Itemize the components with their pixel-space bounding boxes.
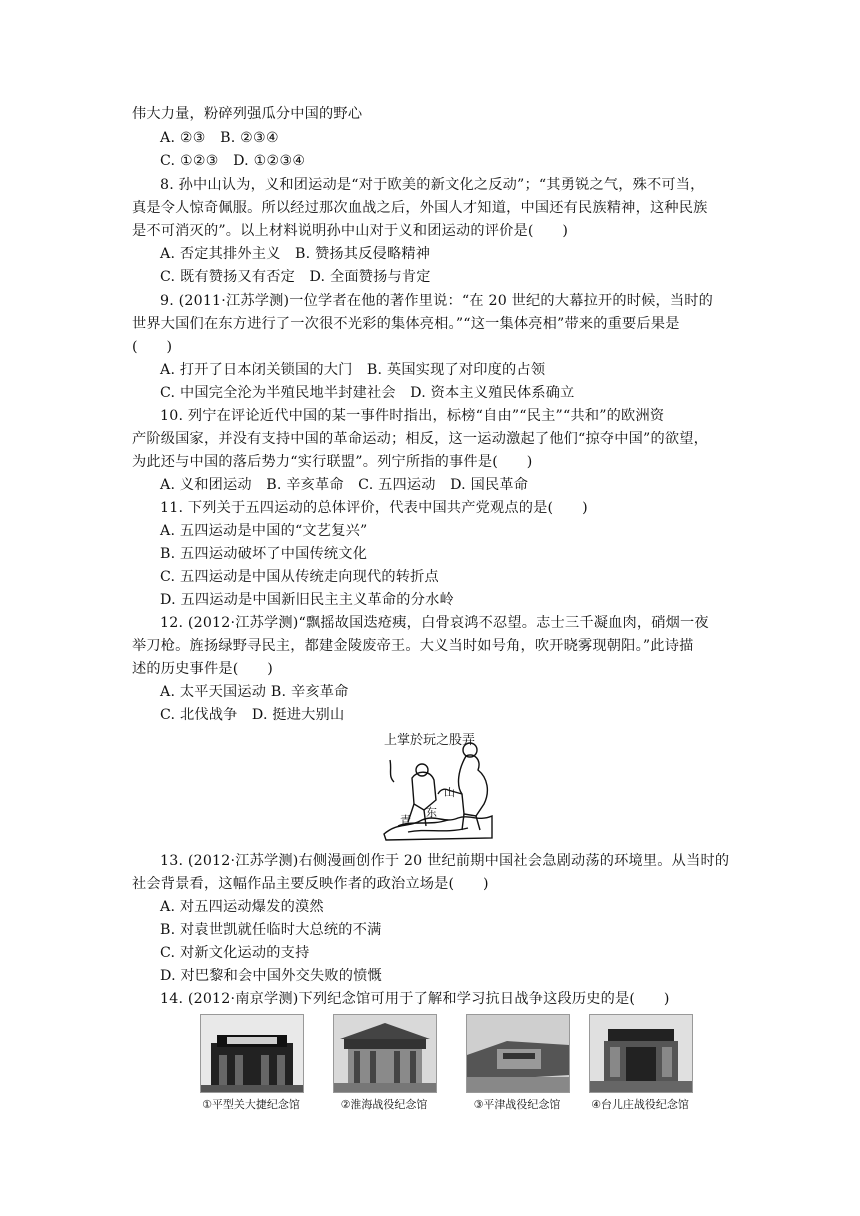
answer-option: C. 五四运动是中国从传统走向现代的转折点 <box>160 569 439 585</box>
cartoon-map-label: 东 <box>426 806 437 819</box>
answer-options: A. 义和团运动 B. 辛亥革命 C. 五四运动 D. 国民革命 <box>160 477 529 493</box>
cartoon-title-text: 上掌於玩之股弄 <box>384 733 476 748</box>
answer-options: C. ①②③ D. ①②③④ <box>160 153 306 169</box>
memorial-photo-3 <box>466 1014 570 1093</box>
answer-options: A. 否定其排外主义 B. 赞扬其反侵略精神 <box>160 246 431 262</box>
question-9: 9. (2011·江苏学测)一位学者在他的著作里说：“在 20 世纪的大幕拉开的时候，当时的 <box>160 293 714 309</box>
question-10: 10. 列宁在评论近代中国的某一事件时指出，标榜“自由”“民主”“共和”的欧洲资 <box>160 408 665 424</box>
photo-caption: ②淮海战役纪念馆 <box>340 1098 428 1111</box>
answer-option: D. 五四运动是中国新旧民主主义革命的分水岭 <box>160 592 454 608</box>
answer-options: C. 中国完全沦为半殖民地半封建社会 D. 资本主义殖民体系确立 <box>160 385 575 401</box>
text-line: 社会背景看，这幅作品主要反映作者的政治立场是( ) <box>132 876 489 892</box>
cartoon-map-label: 青 <box>400 814 411 827</box>
question-11: 11. 下列关于五四运动的总体评价，代表中国共产党观点的是( ) <box>160 500 588 516</box>
answer-options: A. ②③ B. ②③④ <box>160 130 279 146</box>
text-line: 世界大国们在东方进行了一次很不光彩的集体亮相。”“这一集体亮相”带来的重要后果是 <box>132 316 680 332</box>
text-line: 是不可消灭的”。以上材料说明孙中山对于义和团运动的评价是( ) <box>132 223 569 239</box>
text-line: ( ) <box>132 339 173 355</box>
answer-options: C. 北伐战争 D. 挺进大别山 <box>160 707 345 723</box>
photo-caption: ③平津战役纪念馆 <box>473 1098 561 1111</box>
text-line: 举刀枪。旌扬绿野寻民主，都建金陵废帝王。大义当时如号角，吹开晓雾现朝阳。”此诗描 <box>132 638 694 654</box>
text-line: 产阶级国家，并没有支持中国的革命运动；相反，这一运动激起了他们“掠夺中国”的欲望， <box>132 431 709 447</box>
question-8: 8. 孙中山认为，义和团运动是“对于欧美的新文化之反动”；“其勇锐之气，殊不可当， <box>160 177 705 193</box>
answer-options: C. 既有赞扬又有否定 D. 全面赞扬与肯定 <box>160 269 431 285</box>
answer-options: A. 打开了日本闭关锁国的大门 B. 英国实现了对印度的占领 <box>160 362 546 378</box>
photo-caption: ④台儿庄战役纪念馆 <box>591 1098 689 1111</box>
text-line: 述的历史事件是( ) <box>132 661 273 677</box>
text-line: 伟大力量，粉碎列强瓜分中国的野心 <box>132 106 363 122</box>
answer-option: A. 对五四运动爆发的漠然 <box>160 899 324 915</box>
answer-option: C. 对新文化运动的支持 <box>160 945 310 961</box>
question-13: 13. (2012·江苏学测)右侧漫画创作于 20 世纪前期中国社会急剧动荡的环境里。从当时的 <box>160 853 730 869</box>
photo-caption: ①平型关大捷纪念馆 <box>202 1098 300 1111</box>
question-14: 14. (2012·南京学测)下列纪念馆可用于了解和学习抗日战争这段历史的是( ) <box>160 991 670 1007</box>
text-line: 为此还与中国的落后势力“实行联盟”。列宁所指的事件是( ) <box>132 454 533 470</box>
text-line: 真是令人惊奇佩服。所以经过那次血战之后，外国人才知道，中国还有民族精神，这种民族 <box>132 200 708 216</box>
memorial-photo-4 <box>589 1014 693 1093</box>
answer-options: A. 太平天国运动 B. 辛亥革命 <box>160 684 349 700</box>
question-12: 12. (2012·江苏学测)“飘摇故国迭疮痍，白骨哀鸿不忍望。志士三千凝血肉，硝烟一夜 <box>160 615 709 631</box>
memorial-photo-2 <box>333 1014 437 1093</box>
political-cartoon-image <box>378 730 498 842</box>
cartoon-map-label: 山 <box>444 786 455 799</box>
answer-option: B. 五四运动破坏了中国传统文化 <box>160 546 368 562</box>
answer-option: B. 对袁世凯就任临时大总统的不满 <box>160 922 382 938</box>
memorial-photo-1 <box>200 1014 304 1093</box>
answer-option: A. 五四运动是中国的“文艺复兴” <box>160 523 368 539</box>
answer-option: D. 对巴黎和会中国外交失败的愤慨 <box>160 968 382 984</box>
